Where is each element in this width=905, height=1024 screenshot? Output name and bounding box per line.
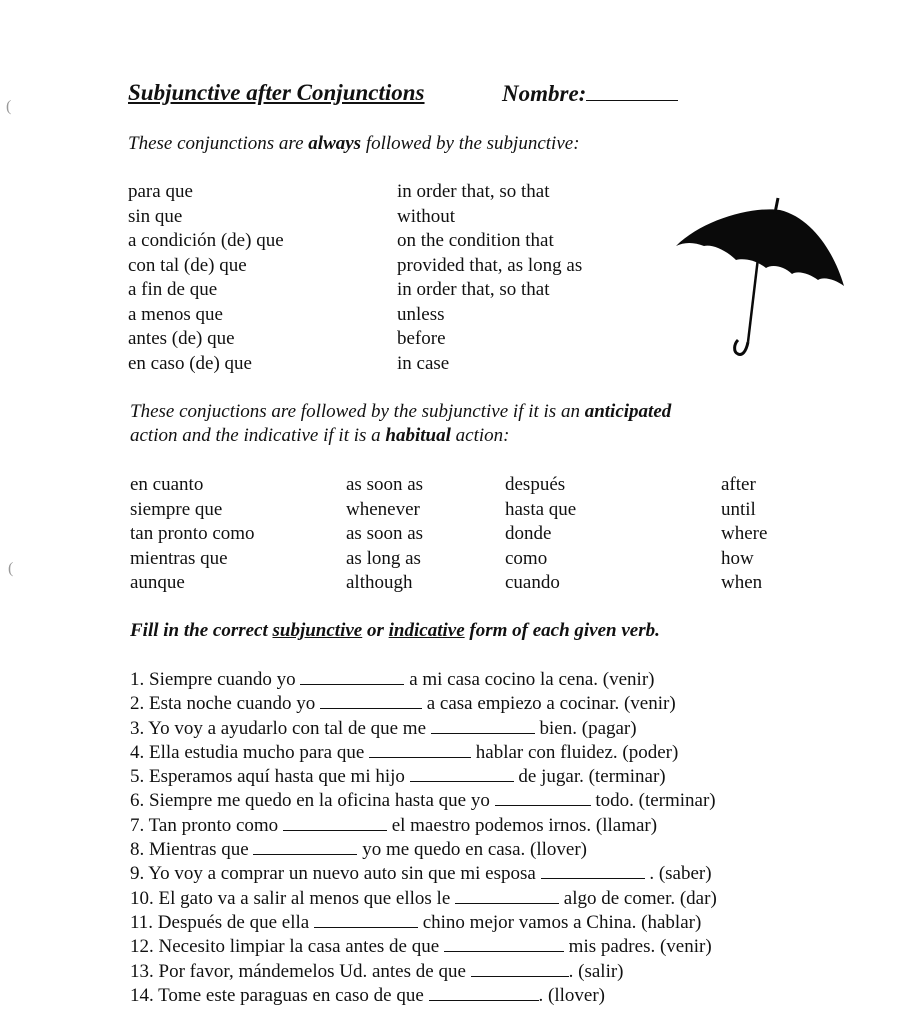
either-col-2 <box>346 473 423 596</box>
list-item: in case <box>397 352 450 374</box>
list-item: where <box>721 523 768 544</box>
umbrella-canopy <box>676 209 844 286</box>
intro-always <box>128 132 580 156</box>
umbrella-handle <box>735 340 748 355</box>
exercise-text: 4. Ella estudia mucho para que <box>130 741 370 763</box>
exercise-text: 10. El gato va a salir al menos que ellos le <box>130 887 456 909</box>
answer-blank[interactable] <box>253 838 357 855</box>
intro-either <box>130 400 671 448</box>
answer-blank[interactable] <box>369 741 471 758</box>
list-item: hasta que <box>505 498 577 520</box>
list-item: aunque <box>130 572 185 593</box>
umbrella-shaft <box>748 258 758 342</box>
list-item: como <box>505 547 548 569</box>
exercise-text: 1. Siempre cuando yo <box>130 669 301 690</box>
exercise-text: de jugar. (terminar) <box>513 766 666 788</box>
answer-blank[interactable] <box>431 717 535 734</box>
list-item: provided that, as long as <box>397 254 583 276</box>
exercise-item <box>130 838 717 862</box>
exercise-item <box>130 814 717 838</box>
intro-either-text: These conjuctions are followed by the subjunctive if it is an <box>130 401 585 422</box>
exercise-item <box>130 935 717 959</box>
exercise-item <box>130 741 717 765</box>
instructions-text: or <box>362 620 389 641</box>
answer-blank[interactable] <box>471 960 569 977</box>
exercise-text: . (salir) <box>568 960 624 982</box>
page-title: Subjunctive after Conjunctions <box>128 80 425 105</box>
exercise-text: mis padres. (venir) <box>563 936 712 958</box>
umbrella-icon <box>672 192 848 360</box>
exercise-item <box>130 862 717 886</box>
scan-mark: ( <box>8 560 14 577</box>
list-item: a fin de que <box>128 279 218 300</box>
exercise-item <box>130 911 717 935</box>
either-col-1 <box>130 473 255 596</box>
exercise-item <box>130 717 717 741</box>
nombre-blank[interactable] <box>586 80 678 101</box>
instructions-text: Fill in the correct <box>130 620 273 641</box>
answer-blank[interactable] <box>283 814 387 831</box>
either-col-3 <box>505 473 576 596</box>
list-item: when <box>721 572 763 593</box>
anticipated-bold: anticipated <box>584 401 672 422</box>
subjunctive-underlined: subjunctive <box>272 620 363 641</box>
exercise-text: 5. Esperamos aquí hasta que mi hijo <box>130 766 410 788</box>
list-item: antes (de) que <box>128 328 235 349</box>
answer-blank[interactable] <box>455 887 559 904</box>
exercise-text: 11. Después de que ella <box>130 911 314 933</box>
exercise-text: a casa empiezo a cocinar. (venir) <box>421 693 676 715</box>
exercise-text: 9. Yo voy a comprar un nuevo auto sin que mi esposa <box>130 863 541 885</box>
exercise-text: chino mejor vamos a China. (hablar) <box>417 911 702 933</box>
exercise-item <box>130 765 717 789</box>
list-item: as soon as <box>346 474 424 495</box>
list-item: although <box>346 572 413 593</box>
list-item: para que <box>128 181 193 202</box>
list-item: a condición (de) que <box>128 230 284 251</box>
exercise-text: todo. (terminar) <box>590 790 716 812</box>
intro-always-bold: always <box>308 133 362 154</box>
exercise-text: hablar con fluidez. (poder) <box>471 741 679 763</box>
answer-blank[interactable] <box>429 984 539 1001</box>
answer-blank[interactable] <box>300 668 404 685</box>
instructions-text: form of each given verb. <box>464 620 660 641</box>
exercise-item <box>130 668 717 692</box>
list-item: as soon as <box>346 523 424 544</box>
list-item: siempre que <box>130 498 223 520</box>
intro-either-line-1 <box>130 400 671 424</box>
intro-either-line-2 <box>130 424 671 448</box>
exercise-text: 2. Esta noche cuando yo <box>130 693 320 715</box>
intro-always-pre: These conjunctions are <box>128 133 309 154</box>
exercise-item <box>130 692 717 716</box>
list-item: tan pronto como <box>130 523 255 544</box>
list-item: en caso (de) que <box>128 352 252 374</box>
exercise-text: . (llover) <box>538 984 606 1006</box>
list-item: donde <box>505 523 552 544</box>
exercise-text: algo de comer. (dar) <box>559 887 717 909</box>
list-item: después <box>505 474 566 495</box>
answer-blank[interactable] <box>541 862 645 879</box>
list-item: until <box>721 498 756 520</box>
list-item: con tal (de) que <box>128 254 247 276</box>
list-item: before <box>397 328 446 349</box>
list-item: in order that, so that <box>397 279 550 300</box>
exercise-text: 6. Siempre me quedo en la oficina hasta que yo <box>130 790 495 812</box>
answer-blank[interactable] <box>320 692 422 709</box>
answer-blank[interactable] <box>495 789 591 806</box>
list-item: unless <box>397 303 445 325</box>
list-item: as long as <box>346 547 421 569</box>
exercise-text: 13. Por favor, mándemelos Ud. antes de que <box>130 960 471 982</box>
exercise-text: . (saber) <box>644 863 712 885</box>
exercise-item <box>130 887 717 911</box>
list-item: en cuanto <box>130 474 204 495</box>
exercise-text: 7. Tan pronto como <box>130 814 283 836</box>
exercise-text: yo me quedo en casa. (llover) <box>357 839 587 861</box>
list-item: how <box>721 547 754 569</box>
exercise-text: 3. Yo voy a ayudarlo con tal de que me <box>130 717 431 739</box>
exercise-text: 8. Mientras que <box>130 839 254 861</box>
exercise-item <box>130 960 717 984</box>
intro-either-text: action: <box>450 425 510 446</box>
list-item: cuando <box>505 572 560 593</box>
list-item: mientras que <box>130 547 228 569</box>
exercise-text: 12. Necesito limpiar la casa antes de que <box>130 936 444 958</box>
exercise-text: bien. (pagar) <box>534 717 637 739</box>
list-item: whenever <box>346 498 420 520</box>
intro-either-text: action and the indicative if it is a <box>130 425 386 446</box>
scan-mark: ( <box>6 98 12 115</box>
intro-always-post: followed by the subjunctive: <box>361 133 580 154</box>
answer-blank[interactable] <box>410 765 514 782</box>
list-item: in order that, so that <box>397 181 550 202</box>
exercise-list <box>130 668 717 1008</box>
always-english-list <box>397 180 582 376</box>
answer-blank[interactable] <box>444 935 564 952</box>
list-item: a menos que <box>128 303 223 325</box>
nombre-label: Nombre: <box>502 81 587 106</box>
list-item: after <box>721 474 756 495</box>
instructions <box>130 620 660 642</box>
answer-blank[interactable] <box>314 911 418 928</box>
exercise-item <box>130 789 717 813</box>
nombre-field[interactable] <box>502 80 678 107</box>
habitual-bold: habitual <box>385 425 451 446</box>
list-item: on the condition that <box>397 230 554 251</box>
list-item: without <box>397 205 456 227</box>
either-col-4 <box>721 473 767 596</box>
exercise-text: 14. Tome este paraguas en caso de que <box>130 984 429 1006</box>
exercise-text: el maestro podemos irnos. (llamar) <box>386 814 658 836</box>
exercise-item <box>130 984 717 1008</box>
list-item: sin que <box>128 205 183 227</box>
indicative-underlined: indicative <box>388 620 465 641</box>
always-spanish-list <box>128 180 284 376</box>
exercise-text: a mi casa cocino la cena. (venir) <box>404 669 655 690</box>
